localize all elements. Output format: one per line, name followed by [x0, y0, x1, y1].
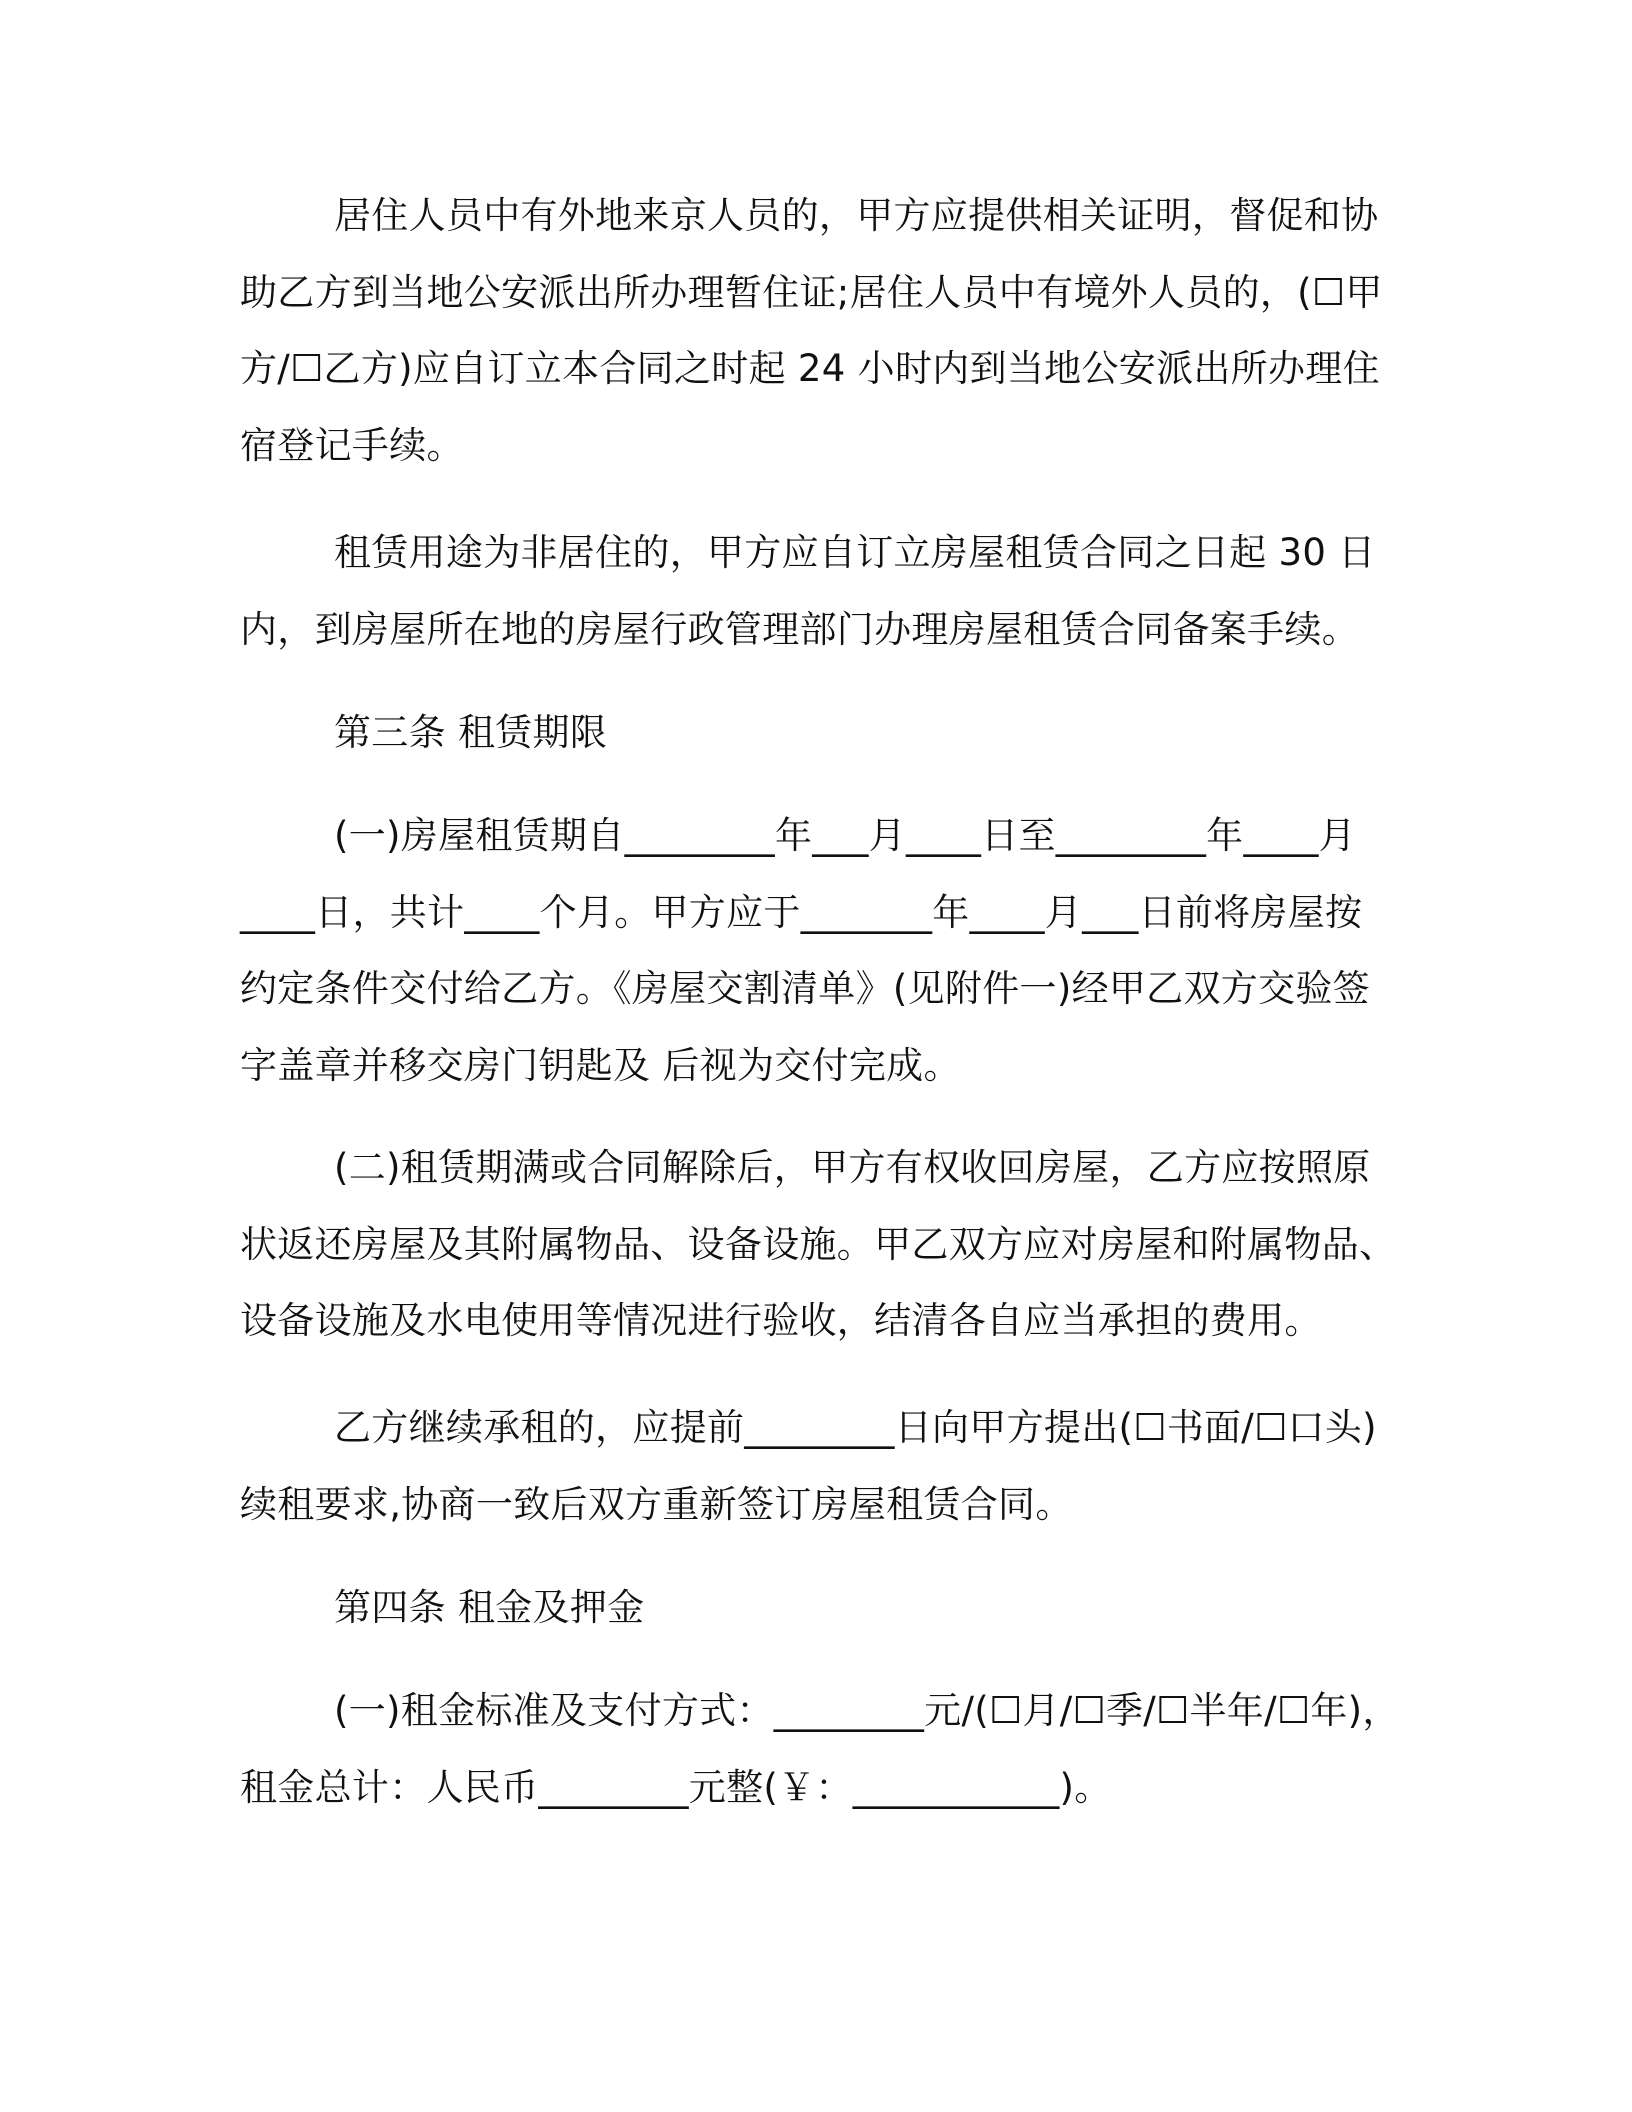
section-heading-article-3 — [240, 695, 1410, 772]
section-heading-article-4 — [240, 1570, 1410, 1647]
text-line: 字盖章并移交房门钥匙及 后视为交付完成。 — [240, 1043, 961, 1087]
text-line: 助乙方到当地公安派出所办理暂住证;居住人员中有境外人员的，(☐甲 — [240, 270, 1383, 314]
paragraph-lease-term — [240, 798, 1410, 1104]
text-line: 乙方继续承租的，应提前________日向甲方提出(☐书面/☐口头) — [334, 1406, 1377, 1449]
text-line: 设备设施及水电使用等情况进行验收，结清各自应当承担的费用。 — [240, 1299, 1322, 1342]
text-line: (一)租金标准及支付方式：________元/(☐月/☐季/☐半年/☐年)， — [334, 1689, 1400, 1732]
paragraph-lease-renewal — [240, 1390, 1410, 1543]
text-line: 租赁用途为非居住的，甲方应自订立房屋租赁合同之日起 30 日 — [334, 531, 1376, 574]
section-heading: 第三条 租赁期限 — [334, 711, 608, 754]
text-line: 状返还房屋及其附属物品、设备设施。甲乙双方应对房屋和附属物品、 — [240, 1222, 1397, 1266]
text-line: 居住人员中有外地来京人员的，甲方应提供相关证明，督促和协 — [334, 194, 1379, 237]
text-line: 宿登记手续。 — [240, 423, 464, 467]
paragraph-rent-payment — [240, 1673, 1410, 1826]
text-line: 租金总计：人民币________元整(￥：___________)。 — [240, 1765, 1112, 1809]
text-line: ____日，共计____个月。甲方应于_______年____月___日前将房屋按 — [240, 890, 1363, 934]
paragraph-lease-end — [240, 1130, 1410, 1360]
section-heading: 第四条 租金及押金 — [334, 1586, 645, 1629]
text-line: 续租要求,协商一致后双方重新签订房屋租赁合同。 — [240, 1482, 1073, 1526]
paragraph-non-residential-filing — [240, 515, 1410, 668]
paragraph-temporary-residence — [240, 178, 1410, 484]
text-line: 约定条件交付给乙方。《房屋交割清单》(见附件一)经甲乙双方交验签 — [240, 967, 1370, 1010]
text-line: (二)租赁期满或合同解除后，甲方有权收回房屋，乙方应按照原 — [334, 1146, 1371, 1189]
text-line: 内，到房屋所在地的房屋行政管理部门办理房屋租赁合同备案手续。 — [240, 607, 1359, 651]
text-line: (一)房屋租赁期自________年___月____日至________年____月 — [334, 814, 1356, 857]
text-line: 方/☐乙方)应自订立本合同之时起 24 小时内到当地公安派出所办理住 — [240, 347, 1380, 390]
